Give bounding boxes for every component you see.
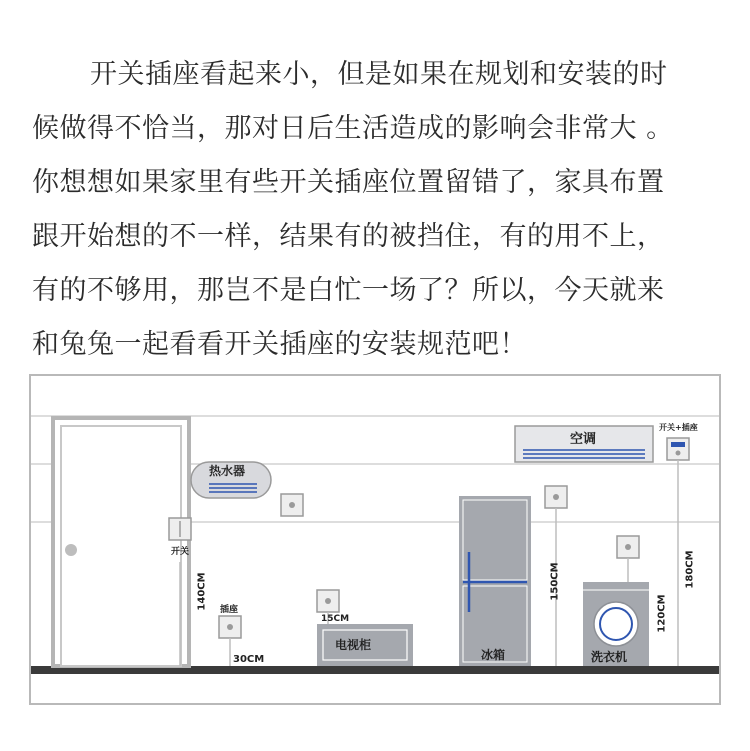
socket-label: 插座 xyxy=(220,605,239,615)
door xyxy=(53,418,189,666)
fridge xyxy=(459,496,531,666)
low-socket-height-label: 30CM xyxy=(233,654,265,665)
washer-label: 洗衣机 xyxy=(591,650,628,664)
switch-socket-label: 开关+插座 xyxy=(659,423,698,432)
intro-line: 你想想如果家里有些开关插座位置留错了，家具布置 xyxy=(32,167,665,198)
water-heater-socket xyxy=(281,494,303,516)
air-conditioner-label: 空调 xyxy=(570,432,597,447)
door-knob xyxy=(65,544,77,556)
ac-socket xyxy=(667,438,689,460)
water-heater-label: 热水器 xyxy=(209,464,246,478)
light-switch xyxy=(169,518,191,540)
fridge-socket xyxy=(545,486,567,508)
intro-line: 有的不够用，那岂不是白忙一场了？所以，今天就来 xyxy=(32,275,665,306)
switch-label: 开关 xyxy=(171,547,190,557)
switch-height-label: 140CM xyxy=(196,572,208,611)
intro-line: 跟开始想的不一样，结果有的被挡住，有的用不上， xyxy=(32,221,665,252)
fridge-label: 冰箱 xyxy=(481,648,506,662)
tv-socket-height-label: 15CM xyxy=(321,614,350,624)
ac-socket-height-label: 180CM xyxy=(684,550,696,589)
intro-line: 候做得不恰当，那对日后生活造成的影响会非常大 。 xyxy=(32,113,674,144)
intro-line: 开关插座看起来小，但是如果在规划和安装的时 xyxy=(90,59,668,90)
washer-socket-height-label: 120CM xyxy=(656,594,668,633)
fridge-socket-height-label: 150CM xyxy=(549,562,561,601)
tv-socket xyxy=(317,590,339,612)
intro-line: 和兔兔一起看看开关插座的安装规范吧！ xyxy=(32,329,527,360)
washer-socket xyxy=(617,536,639,558)
intro-paragraph xyxy=(32,48,732,372)
socket-installation-diagram xyxy=(29,374,721,705)
low-socket xyxy=(219,616,241,638)
tv-cabinet-label: 电视柜 xyxy=(335,638,372,652)
